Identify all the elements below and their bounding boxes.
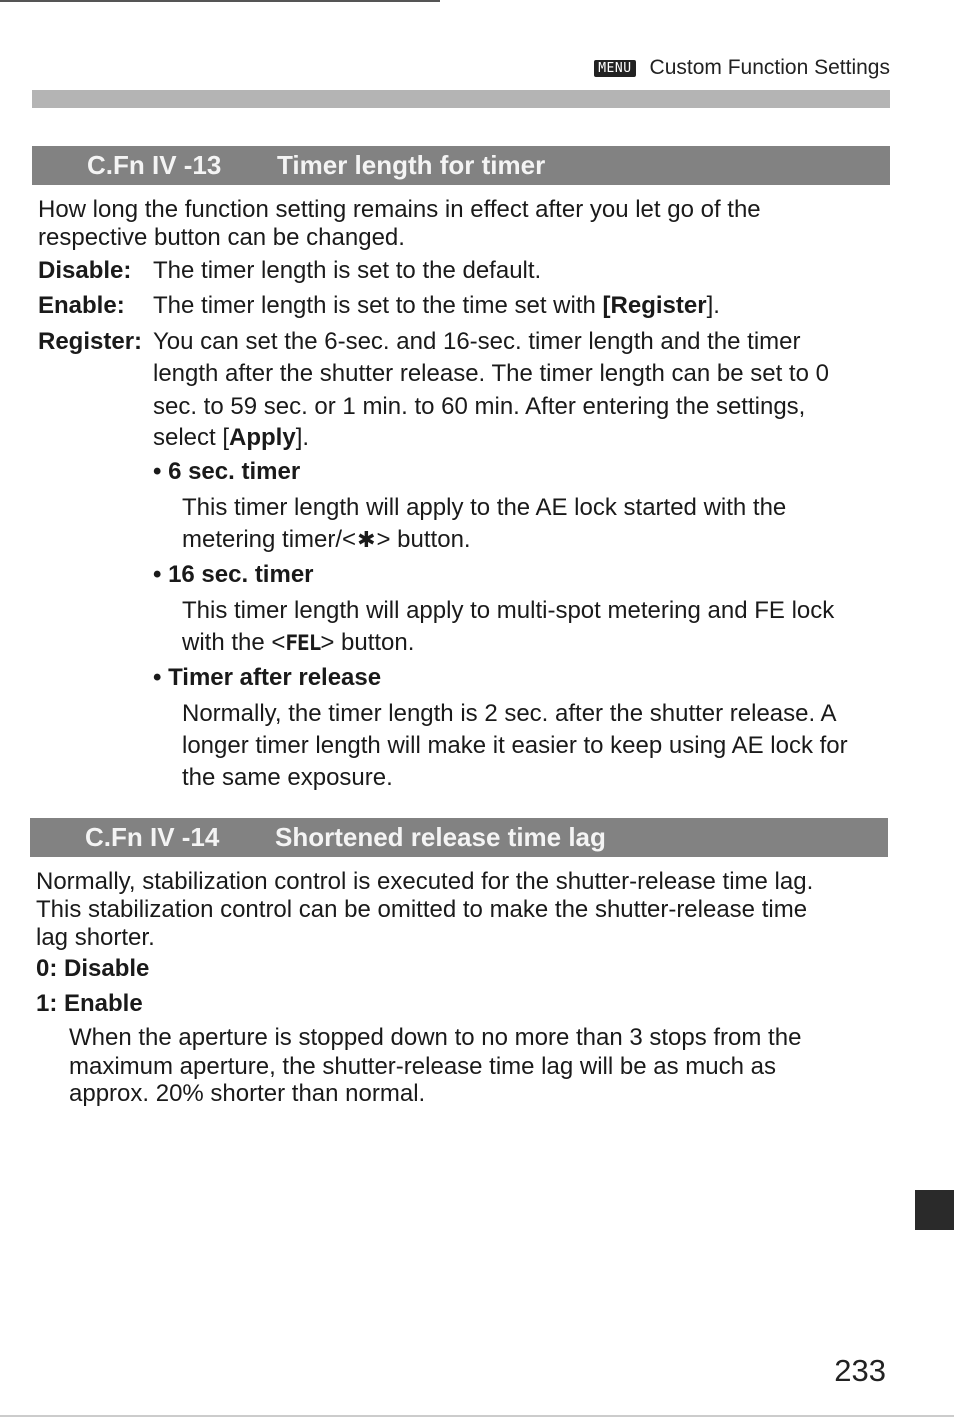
- sub-heading-16-sec-timer: • 16 sec. timer: [153, 561, 314, 588]
- enable-desc-end: ].: [706, 292, 720, 319]
- sub1-line2: [182, 525, 471, 555]
- section-heading-cfn-iv-13: [32, 146, 890, 185]
- option-0-disable: 0: Disable: [36, 955, 150, 982]
- sub2-line2-end: > button.: [320, 629, 415, 656]
- disable-description: The timer length is set to the default.: [153, 257, 542, 284]
- opt1-line3: approx. 20% shorter than normal.: [69, 1080, 426, 1107]
- menu-badge-icon: MENU: [594, 60, 635, 77]
- sub1-line2-text: metering timer/<: [182, 526, 357, 553]
- option-1-enable: 1: Enable: [36, 990, 143, 1017]
- section1-intro-line1: How long the function setting remains in effect after you let go of the: [38, 196, 761, 223]
- sub2-line1: This timer length will apply to multi-spot metering and FE lock: [182, 597, 835, 624]
- register-line4-end: ].: [295, 424, 310, 451]
- bottom-rule: [0, 1415, 954, 1417]
- opt1-line1: When the aperture is stopped down to no more than 3 stops from the: [69, 1024, 802, 1051]
- section2-intro-line2: This stabilization control can be omitted to make the shutter-release time: [36, 896, 808, 923]
- sub2-line2-text: with the <: [182, 629, 286, 656]
- section-number: C.Fn IV -13: [87, 150, 222, 180]
- sub1-line2-end: > button.: [376, 526, 471, 553]
- fel-button-icon: FEL: [285, 631, 321, 655]
- top-rule: [0, 0, 440, 2]
- opt1-line2: maximum aperture, the shutter-release time lag will be as much as: [69, 1053, 776, 1080]
- sub3-line2: longer timer length will make it easier to keep using AE lock for: [182, 732, 848, 759]
- enable-desc-text: The timer length is set to the time set with: [153, 292, 603, 319]
- sub1-line1: This timer length will apply to the AE lock started with the: [182, 494, 787, 521]
- sub2-line2: [182, 628, 414, 658]
- chapter-tab-marker: [915, 1190, 954, 1230]
- section2-intro-line1: Normally, stabilization control is executed for the shutter-release time lag.: [36, 868, 814, 895]
- section-number: C.Fn IV -14: [85, 822, 220, 852]
- register-term: Register:: [38, 328, 143, 355]
- section1-intro-line2: respective button can be changed.: [38, 224, 405, 251]
- section2-intro-line3: lag shorter.: [36, 924, 155, 951]
- register-line4-text: select [: [153, 424, 230, 451]
- section-title: Shortened release time lag: [275, 822, 606, 852]
- register-apply: Apply: [229, 424, 296, 451]
- header-title: Custom Function Settings: [649, 56, 890, 79]
- sub3-line3: the same exposure.: [182, 764, 393, 791]
- section-title: Timer length for timer: [277, 150, 546, 180]
- enable-desc-register: [Register: [602, 292, 707, 319]
- sub-heading-timer-after-release: • Timer after release: [153, 664, 382, 691]
- ae-lock-star-icon: ✱: [357, 527, 376, 552]
- page-header: [594, 56, 890, 80]
- register-line3: sec. to 59 sec. or 1 min. to 60 min. After entering the settings,: [153, 393, 806, 420]
- page-number: 233: [834, 1353, 886, 1388]
- register-line2: length after the shutter release. The timer length can be set to 0: [153, 360, 829, 387]
- disable-term: Disable:: [38, 257, 132, 284]
- sub-heading-6-sec-timer: • 6 sec. timer: [153, 458, 301, 485]
- section-heading-cfn-iv-14: [30, 818, 888, 857]
- enable-description: [153, 291, 720, 321]
- header-gray-bar: [32, 90, 890, 108]
- register-line4: [153, 423, 309, 453]
- sub3-line1: Normally, the timer length is 2 sec. after the shutter release. A: [182, 700, 837, 727]
- enable-term: Enable:: [38, 292, 125, 319]
- register-line1: You can set the 6-sec. and 16-sec. timer length and the timer: [153, 328, 801, 355]
